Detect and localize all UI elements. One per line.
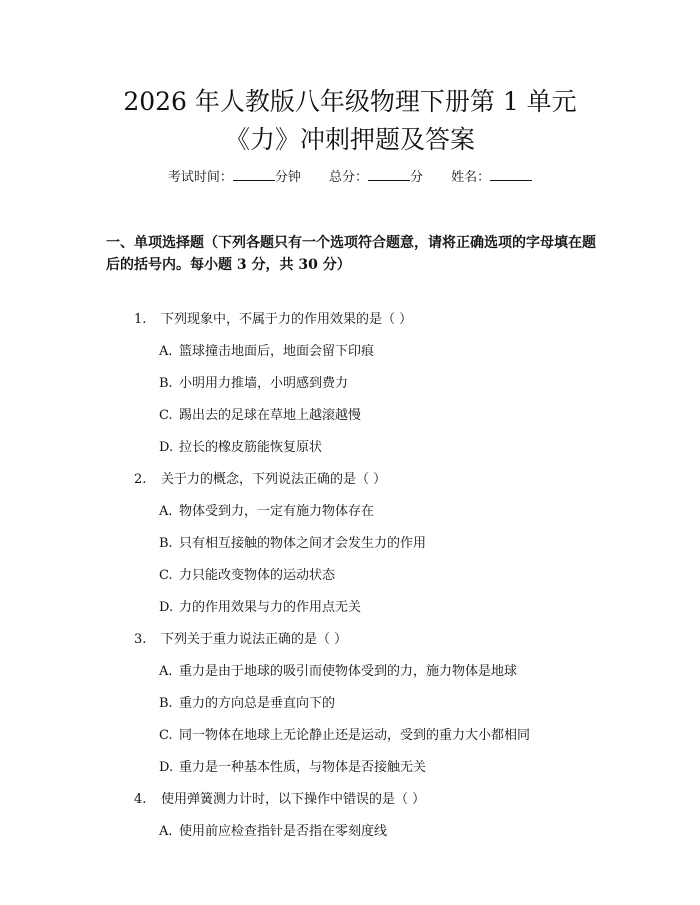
question-1-option-b bbox=[159, 374, 348, 394]
question-1-option-c bbox=[159, 406, 361, 426]
total-score-unit: 分 bbox=[410, 170, 424, 185]
question-4-option-a bbox=[159, 822, 387, 842]
exam-time-unit: 分钟 bbox=[274, 170, 301, 185]
option-text: 同一物体在地球上无论静止还是运动，受到的重力大小都相同 bbox=[179, 728, 531, 743]
exam-time-label: 考试时间： bbox=[167, 170, 233, 185]
option-letter: A. bbox=[159, 824, 173, 839]
question-1-option-a bbox=[159, 342, 374, 362]
option-text: 物体受到力，一定有施力物体存在 bbox=[179, 504, 375, 519]
option-text: 力只能改变物体的运动状态 bbox=[179, 568, 336, 583]
question-2-option-a bbox=[159, 502, 374, 522]
option-letter: A. bbox=[159, 344, 173, 359]
page-title-line2: 《力》冲刺押题及答案 bbox=[224, 125, 475, 154]
question-text: 使用弹簧测力计时，以下操作中错误的是（ ） bbox=[161, 792, 426, 807]
option-letter: C. bbox=[159, 408, 173, 423]
student-name-blank bbox=[490, 166, 532, 181]
option-text: 使用前应检查指针是否指在零刻度线 bbox=[179, 824, 388, 839]
option-text: 小明用力推墙，小明感到费力 bbox=[179, 376, 349, 391]
question-3-option-a bbox=[159, 662, 517, 682]
option-letter: C. bbox=[159, 568, 173, 583]
question-number: 3. bbox=[134, 632, 147, 647]
question-1-option-d bbox=[159, 438, 322, 458]
question-2-stem bbox=[134, 470, 386, 490]
question-text: 下列关于重力说法正确的是（ ） bbox=[161, 632, 348, 647]
question-3-option-c bbox=[159, 726, 530, 746]
option-text: 重力是由于地球的吸引而使物体受到的力，施力物体是地球 bbox=[179, 664, 518, 679]
section-heading-single-choice: 一、单项选择题（下列各题只有一个选项符合题意，请将正确选项的字母填在题后的括号内。每小题 3 分，共 30 分） bbox=[106, 235, 596, 273]
option-letter: D. bbox=[159, 440, 174, 455]
option-letter: C. bbox=[159, 728, 173, 743]
option-letter: A. bbox=[159, 504, 173, 519]
question-text: 关于力的概念，下列说法正确的是（ ） bbox=[161, 472, 387, 487]
question-2-option-d bbox=[159, 598, 361, 618]
question-number: 1. bbox=[134, 312, 147, 327]
total-score-label: 总分： bbox=[328, 170, 368, 185]
option-text: 重力是一种基本性质，与物体是否接触无关 bbox=[179, 760, 427, 775]
option-letter: D. bbox=[159, 760, 174, 775]
question-1-stem bbox=[134, 310, 412, 330]
option-letter: D. bbox=[159, 600, 174, 615]
question-number: 2. bbox=[134, 472, 147, 487]
exam-time-field bbox=[168, 166, 301, 188]
question-2-option-c bbox=[159, 566, 335, 586]
option-letter: B. bbox=[159, 376, 173, 391]
question-4-stem bbox=[134, 790, 425, 810]
option-text: 拉长的橡皮筋能恢复原状 bbox=[179, 440, 323, 455]
option-text: 只有相互接触的物体之间才会发生力的作用 bbox=[179, 536, 427, 551]
page-title-line1: 2026 年人教版八年级物理下册第 1 单元 bbox=[123, 87, 577, 116]
option-letter: B. bbox=[159, 696, 173, 711]
question-2-option-b bbox=[159, 534, 426, 554]
option-letter: B. bbox=[159, 536, 173, 551]
exam-time-blank bbox=[233, 166, 275, 181]
option-text: 篮球撞击地面后，地面会留下印痕 bbox=[179, 344, 375, 359]
total-score-field bbox=[329, 166, 423, 188]
option-text: 力的作用效果与力的作用点无关 bbox=[179, 600, 362, 615]
exam-info-bar bbox=[0, 166, 700, 188]
total-score-blank bbox=[368, 166, 410, 181]
option-letter: A. bbox=[159, 664, 173, 679]
question-3-option-d bbox=[159, 758, 426, 778]
question-text: 下列现象中，不属于力的作用效果的是（ ） bbox=[161, 312, 413, 327]
question-3-stem bbox=[134, 630, 347, 650]
question-number: 4. bbox=[134, 792, 147, 807]
question-3-option-b bbox=[159, 694, 335, 714]
student-name-label: 姓名： bbox=[451, 170, 491, 185]
student-name-field bbox=[451, 166, 532, 188]
option-text: 踢出去的足球在草地上越滚越慢 bbox=[179, 408, 362, 423]
option-text: 重力的方向总是垂直向下的 bbox=[179, 696, 336, 711]
